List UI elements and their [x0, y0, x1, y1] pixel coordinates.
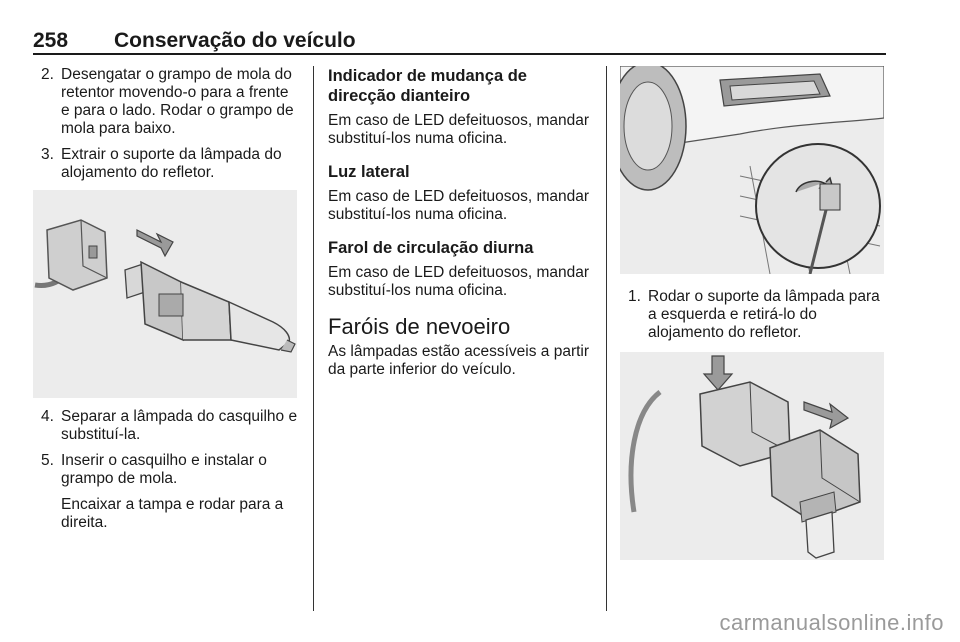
fog-bulb-illustration: [620, 352, 884, 560]
bulb-h7-illustration: [33, 190, 297, 398]
column-middle: [328, 66, 590, 393]
page-number: 258: [33, 29, 69, 52]
section-heading: Farol de circulação diurna: [328, 239, 534, 257]
column-divider-1: [313, 66, 314, 611]
step-extra-text: Encaixar a tampa e rodar para a direita.: [61, 496, 284, 531]
step-number: 3.: [41, 146, 54, 163]
step-item: [33, 452, 301, 532]
page-title: Conservação do veículo: [114, 29, 356, 52]
section-text: Em caso de LED defeituosos, mandar substituí-los numa oficina.: [328, 188, 590, 223]
section-text: Em caso de LED defeituosos, mandar substituí-los numa oficina.: [328, 112, 590, 147]
column-right: [620, 66, 888, 560]
section-title: Faróis de nevoeiro: [328, 314, 511, 339]
step-text: Inserir o casquilho e instalar o grampo de mola.: [61, 452, 267, 487]
section-text: As lâmpadas estão acessíveis a partir da parte inferior do veículo.: [328, 343, 590, 378]
section-text: Em caso de LED defeituosos, mandar substituí-los numa oficina.: [328, 264, 590, 299]
step-number: 2.: [41, 66, 54, 83]
step-number: 1.: [628, 288, 641, 305]
step-text: Desengatar o grampo de mola do retentor movendo-o para a frente e para o lado. Rodar o grampo de mola para baixo.: [61, 66, 294, 137]
watermark: carmanualsonline.info: [719, 610, 944, 635]
header-rule: [33, 53, 886, 55]
step-text: Separar a lâmpada do casquilho e substituí-la.: [61, 408, 298, 443]
step-text: Extrair o suporte da lâmpada do alojamento do refletor.: [61, 146, 282, 181]
step-item: [33, 408, 301, 444]
column-left: [33, 66, 301, 540]
step-item: [620, 288, 888, 342]
step-text: Rodar o suporte da lâmpada para a esquerda e retirá-lo do alojamento do refletor.: [648, 288, 880, 341]
section-heading: Indicador de mudança de direcção dianteiro: [328, 67, 527, 105]
step-number: 4.: [41, 408, 54, 425]
section-heading: Luz lateral: [328, 163, 410, 181]
column-divider-2: [606, 66, 607, 611]
connector-icon: [47, 220, 107, 290]
step-item: [33, 66, 301, 138]
step-number: 5.: [41, 452, 54, 469]
step-item: [33, 146, 301, 182]
fog-light-access-illustration: [620, 66, 884, 274]
